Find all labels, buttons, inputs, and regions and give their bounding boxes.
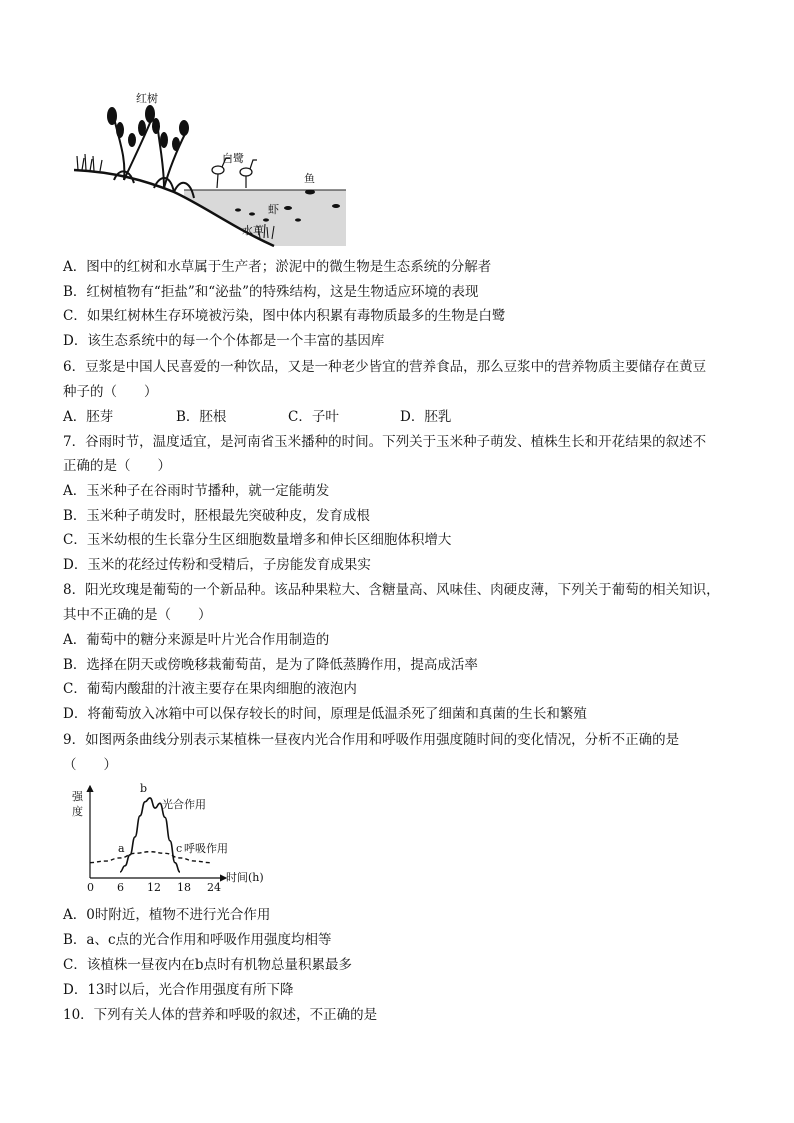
series-label-respiration: 呼吸作用 [184,842,228,855]
q9-stem-cont: （ ） [63,757,117,773]
point-c-label: c [176,842,183,855]
x-axis-label: 时间(h) [226,871,264,884]
q9-option-b: B．a、c点的光合作用和呼吸作用强度均相等 [63,932,332,948]
x-tick-label: 0 [87,881,94,894]
x-tick-label: 6 [117,881,124,894]
q6-option-c: C．子叶 [288,409,339,425]
point-b-label: b [140,782,148,795]
q8-option-c: C．葡萄内酸甜的汁液主要存在果肉细胞的液泡内 [63,681,357,697]
q6-option-d: D．胚乳 [400,409,452,425]
q7-option-b: B．玉米种子萌发时，胚根最先突破种皮，发育成根 [63,508,370,524]
q10-stem: 10．下列有关人体的营养和呼吸的叙述，不正确的是 [63,1007,378,1023]
q7-option-c: C．玉米幼根的生长靠分生区细胞数量增多和伸长区细胞体积增大 [63,532,452,548]
q5-option-b: B．红树植物有“拒盐”和“泌盐”的特殊结构，这是生物适应环境的表现 [63,284,479,300]
series-label-photosynthesis: 光合作用 [162,798,206,811]
q7-option-a: A．玉米种子在谷雨时节播种，就一定能萌发 [63,483,330,499]
mangrove-ecosystem-figure [74,88,350,248]
y-axis-label-2: 度 [72,805,83,818]
egret-label: 白鹭 [222,152,244,165]
q6-stem-cont: 种子的（ ） [63,384,158,400]
x-tick-label: 24 [207,881,221,894]
q7-stem: 7．谷雨时节，温度适宜，是河南省玉米播种的时间。下列关于玉米种子萌发、植株生长和开花结果的叙述不 [63,434,707,450]
q9-option-c: C．该植株一昼夜内在b点时有机物总量积累最多 [63,957,352,973]
q6-option-a: A．胚芽 [63,409,114,425]
x-tick-label: 12 [147,881,161,894]
q9-stem: 9．如图两条曲线分别表示某植株一昼夜内光合作用和呼吸作用强度随时间的变化情况，分析不正确的是 [63,732,680,748]
mangrove-label: 红树 [136,92,158,105]
q8-option-d: D．将葡萄放入冰箱中可以保存较长的时间，原理是低温杀死了细菌和真菌的生长和繁殖 [63,706,587,722]
shore-grass [77,154,102,171]
q7-option-d: D．玉米的花经过传粉和受精后，子房能发育成果实 [63,557,371,573]
x-tick-label: 18 [177,881,191,894]
q8-option-a: A．葡萄中的糖分来源是叶片光合作用制造的 [63,632,330,648]
q5-option-a: A．图中的红树和水草属于生产者；淤泥中的微生物是生态系统的分解者 [63,259,492,275]
shrimp-label: 虾 [268,203,279,216]
photosynthesis-respiration-chart [66,780,286,900]
q8-stem-cont: 其中不正确的是（ ） [63,607,212,623]
seagrass-label: 水草 [242,224,264,237]
q9-option-a: A．0时附近，植物不进行光合作用 [63,907,271,923]
q6-stem: 6．豆浆是中国人民喜爱的一种饮品，又是一种老少皆宜的营养食品，那么豆浆中的营养物质主要储存在黄豆 [63,359,707,375]
point-a-label: a [118,842,125,855]
q5-option-d: D．该生态系统中的每一个个体都是一个丰富的基因库 [63,333,385,349]
q9-option-d: D．13时以后，光合作用强度有所下降 [63,982,294,998]
q5-option-c: C．如果红树林生存环境被污染，图中体内积累有毒物质最多的生物是白鹭 [63,308,506,324]
q8-option-b: B．选择在阴天或傍晚移栽葡萄苗，是为了降低蒸腾作用，提高成活率 [63,657,478,673]
q6-option-b: B．胚根 [176,409,227,425]
q8-stem: 8．阳光玫瑰是葡萄的一个新品种。该品种果粒大、含糖量高、风味佳、肉硬皮薄，下列关于葡萄的相关知识， [63,582,720,598]
fish-label: 鱼 [304,172,315,185]
q7-stem-cont: 正确的是（ ） [63,458,171,474]
y-axis-label-1: 强 [72,790,83,803]
